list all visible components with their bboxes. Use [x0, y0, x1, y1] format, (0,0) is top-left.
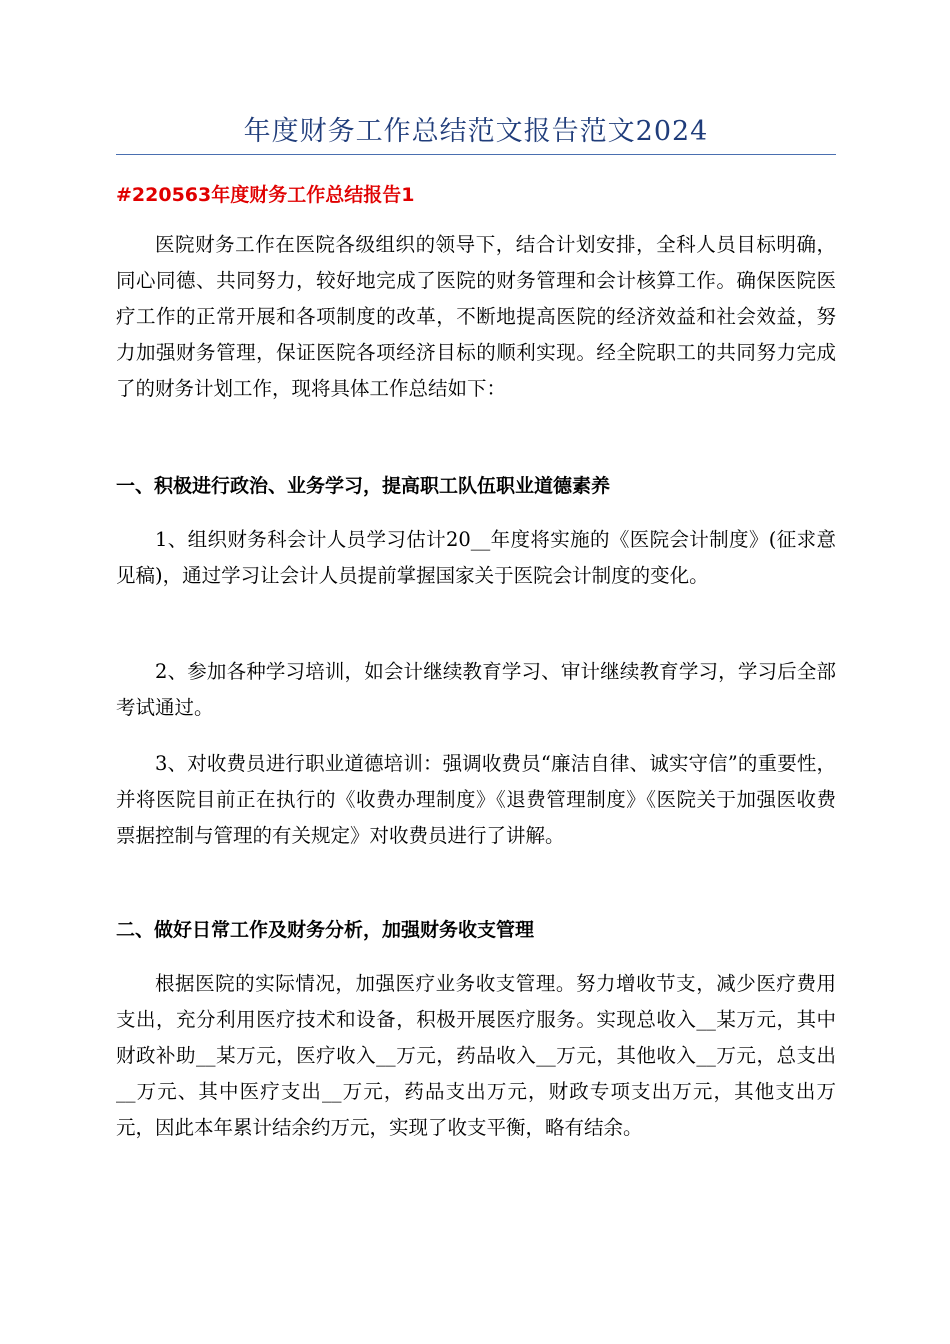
section-1-paragraph-2: 2、参加各种学习培训，如会计继续教育学习、审计继续教育学习，学习后全部考试通过。 [116, 660, 836, 719]
title-underline [116, 154, 836, 155]
section-2-paragraph-1: 根据医院的实际情况，加强医疗业务收支管理。努力增收节支，减少医疗费用支出，充分利用医疗技术和设备，积极开展医疗服务。实现总收入__某万元，其中财政补助__某万元，医疗收入__万元，药品收入__万元，其他收入__万元，总支出__万元、其中医疗支出__万元，药品支出万元，财政专项支出万元，其他支出万元，因此本年累计结余约万元，实现了收支平衡，略有结余。 [116, 972, 836, 1139]
section-1-paragraph-1: 1、组织财务科会计人员学习估计20__年度将实施的《医院会计制度》(征求意见稿)，通过学习让会计人员提前掌握国家关于医院会计制度的变化。 [116, 528, 836, 587]
section-heading-1: 一、积极进行政治、业务学习，提高职工队伍职业道德素养 [116, 475, 611, 497]
section-1-paragraph-3: 3、对收费员进行职业道德培训：强调收费员“廉洁自律、诚实守信”的重要性，并将医院目前正在执行的《收费办理制度》《退费管理制度》《医院关于加强医收费票据控制与管理的有关规定》对收费员进行了讲解。 [116, 752, 836, 847]
report-heading: #220563年度财务工作总结报告1 [116, 184, 415, 206]
section-heading-2: 二、做好日常工作及财务分析，加强财务收支管理 [116, 919, 535, 941]
document-title: 年度财务工作总结范文报告范文2024 [243, 116, 709, 147]
intro-paragraph: 医院财务工作在医院各级组织的领导下，结合计划安排，全科人员目标明确，同心同德、共同努力，较好地完成了医院的财务管理和会计核算工作。确保医院医疗工作的正常开展和各项制度的改革，不断地提高医院的经济效益和社会效益，努力加强财务管理，保证医院各项经济目标的顺利实现。经全院职工的共同努力完成了的财务计划工作，现将具体工作总结如下： [116, 233, 836, 400]
